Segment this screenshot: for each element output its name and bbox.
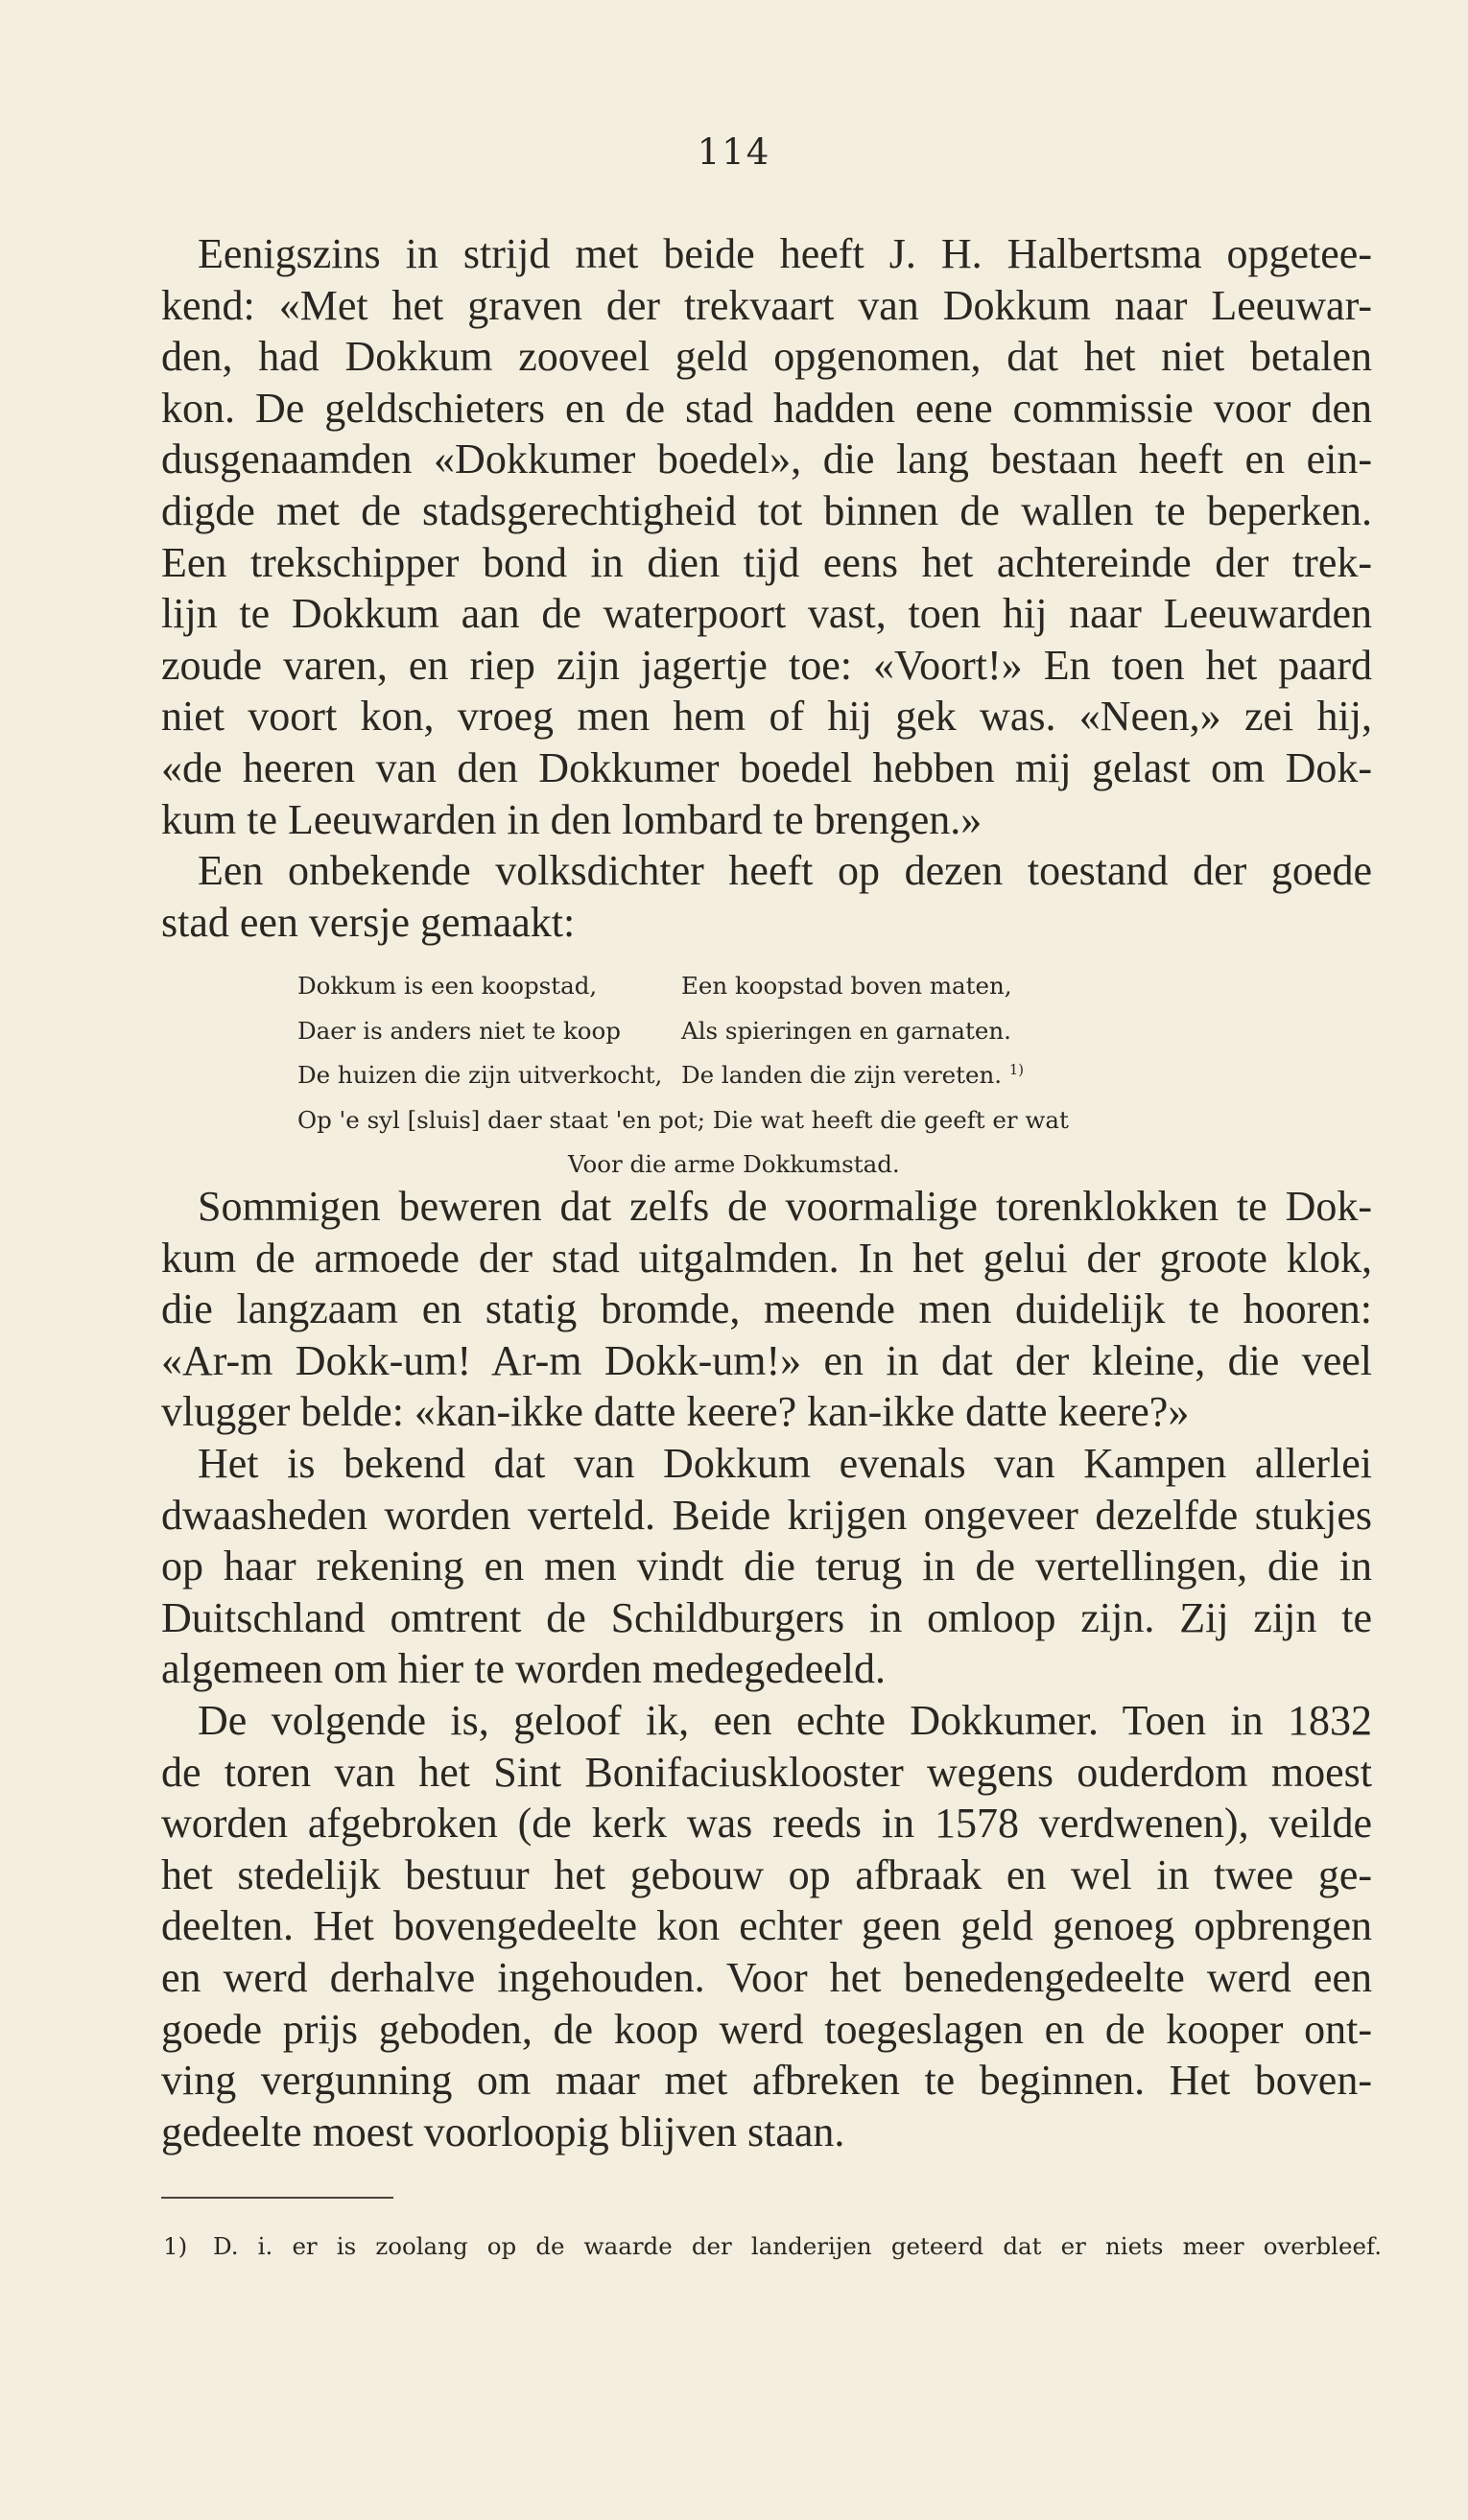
text-line: ving vergunning om maar met afbreken te beginnen. Het boven- [161, 2057, 1372, 2105]
text-line: zoude varen, en riep zijn jagertje toe: «Voort!» En toen het paard [161, 641, 1372, 689]
footnote-reference-number: 1 [1008, 1061, 1019, 1078]
footnote-divider [161, 2197, 393, 2199]
text-line: die langzaam en statig bromde, meende men duidelijk te hooren: [161, 1285, 1372, 1333]
text-line: «Ar-m Dokk-um! Ar-m Dokk-um!» en in dat der kleine, die veel [161, 1336, 1372, 1384]
footnote-marker: 1) [163, 2232, 188, 2260]
text-line: Eenigszins in strijd met beide heeft J. H. Halbertsma opgetee- [198, 230, 1372, 277]
text-line: Duitschland omtrent de Schildburgers in omloop zijn. Zij zijn te [161, 1593, 1372, 1641]
text-line: gedeelte moest voorloopig blijven staan. [161, 2108, 845, 2155]
verse-line: Voor die arme Dokkumstad. [568, 1150, 900, 1178]
text-line: digde met de stadsgerechtigheid tot binnen de wallen te beperken. [161, 486, 1372, 534]
text-line: vlugger belde: «kan-ikke datte keere? kan-ikke datte keere?» [161, 1388, 1190, 1436]
text-line: den, had Dokkum zooveel geld opgenomen, dat het niet betalen [161, 333, 1372, 381]
text-line: Een trekschipper bond in dien tijd eens het achtereinde der trek- [161, 538, 1372, 586]
footnote-text: D. i. er is zoolang op de waarde der landerijen geteerd dat er niets meer overbleef. [213, 2232, 1382, 2260]
verse-half: Als spieringen en garnaten. [681, 1016, 1011, 1045]
text-line: dusgenaamden «Dokkumer boedel», die lang bestaan heeft en ein- [161, 436, 1372, 483]
footnote-reference: 1) [1008, 1061, 1024, 1078]
text-line: het stedelijk bestuur het gebouw op afbraak en wel in twee ge- [161, 1850, 1372, 1898]
text-line: op haar rekening en men vindt die terug in de vertellingen, die in [161, 1543, 1372, 1590]
verse-block [297, 964, 1286, 1188]
text-line: Een onbekende volksdichter heeft op dezen toestand der goede [198, 847, 1372, 895]
text-line: Het is bekend dat van Dokkum evenals van Kampen allerlei [198, 1439, 1372, 1487]
verse-line [297, 964, 1286, 1009]
text-line: kum te Leeuwarden in den lombard te brengen.» [161, 795, 983, 843]
verse-half: Daer is anders niet te koop [297, 1016, 621, 1045]
text-line: dwaasheden worden verteld. Beide krijgen ongeveer dezelfde stukjes [161, 1491, 1372, 1539]
text-line: De volgende is, geloof ik, een echte Dokkumer. Toen in 1832 [198, 1696, 1372, 1744]
body-text-upper [161, 228, 1372, 948]
text-line: kend: «Met het graven der trekvaart van Dokkum naar Leeuwar- [161, 281, 1372, 329]
text-line: en werd derhalve ingehouden. Voor het benedengedeelte werd een [161, 1953, 1372, 2001]
text-line: «de heeren van den Dokkumer boedel hebben mij gelast om Dok- [161, 743, 1372, 791]
text-line: deelten. Het bovengedeelte kon echter geen geld genoeg opbrengen [161, 1902, 1372, 1950]
text-line: goede prijs geboden, de koop werd toegeslagen en de kooper ont- [161, 2005, 1372, 2053]
text-line: niet voort kon, vroeg men hem of hij gek was. «Neen,» zei hij, [161, 693, 1372, 741]
verse-half: Een koopstad boven maten, [681, 972, 1012, 1000]
text-line: algemeen om hier te worden medegedeeld. [161, 1645, 887, 1693]
verse-line [297, 1053, 1286, 1098]
page-number: 114 [697, 131, 771, 173]
verse-line [297, 1009, 1286, 1054]
text-line: worden afgebroken (de kerk was reeds in 1578 verdwenen), veilde [161, 1800, 1372, 1848]
text-line: de toren van het Sint Bonifaciusklooster wegens ouderdom moest [161, 1748, 1372, 1796]
text-line: lijn te Dokkum aan de waterpoort vast, toen hij naar Leeuwarden [161, 590, 1372, 638]
text-line: kon. De geldschieters en de stad hadden eene commissie voor den [161, 384, 1372, 432]
verse-half: Dokkum is een koopstad, [297, 972, 598, 1000]
verse-half: De huizen die zijn uitverkocht, [297, 1061, 663, 1089]
verse-half: De landen die zijn vereten. [681, 1061, 1003, 1089]
footnote [163, 2231, 1382, 2262]
body-text-lower [161, 1181, 1372, 2157]
text-line: stad een versje gemaakt: [161, 898, 576, 946]
text-line: Sommigen beweren dat zelfs de voormalige torenklokken te Dok- [198, 1183, 1372, 1230]
text-line: kum de armoede der stad uitgalmden. In het gelui der groote klok, [161, 1234, 1372, 1282]
verse-line: Op 'e syl [sluis] daer staat 'en pot; Die wat heeft die geeft er wat [297, 1105, 1069, 1134]
